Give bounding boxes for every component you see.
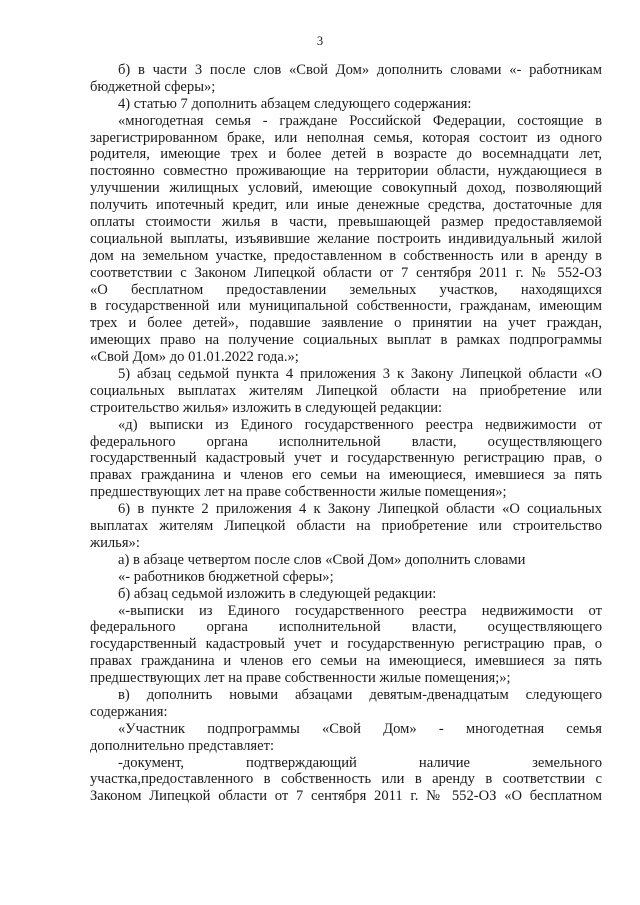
text-line: «О бесплатном предоставлении земельных участков, находящихся <box>90 281 602 298</box>
text-line: социальной выплаты, изъявившие желание построить индивидуальный жилой <box>90 230 602 247</box>
text-line: б) в части 3 после слов «Свой Дом» дополнить словами «- работникам <box>118 62 602 78</box>
text-line: предшествующих лет на праве собственности жилые помещения;»; <box>90 670 511 687</box>
text-line: предшествующих лет на праве собственности жилые помещения»; <box>90 484 507 501</box>
page-number: 3 <box>316 34 324 48</box>
text-line: участка,предоставленного в собственность или в аренду в соответствии с <box>90 771 602 788</box>
text-line: «многодетная семья - граждане Российской Федерации, состоящие в <box>118 112 602 129</box>
text-line: 5) абзац седьмой пункта 4 приложения 3 к Закону Липецкой области «О <box>118 366 602 383</box>
text-line: в государственной или муниципальной собственности, гражданам, имеющим <box>90 298 602 315</box>
text-line: бюджетной сферы»; <box>90 78 216 95</box>
text-line: федерального органа исполнительной власти, осуществляющего <box>90 433 602 450</box>
document-body <box>90 62 602 805</box>
text-line: постоянно совместно проживающие на территории области, нуждающиеся в <box>90 163 602 180</box>
text-line: выплатах жителям Липецкой области на приобретение или строительство <box>90 518 602 535</box>
text-line: имеющих право на получение социальных выплат в рамках подпрограммы <box>90 332 602 349</box>
text-line: социальных выплатах жителям Липецкой области на приобретение или <box>90 382 602 399</box>
text-line: дом на земельном участке, предоставленном в собственность или в аренду в <box>90 247 602 264</box>
text-line: соответствии с Законом Липецкой области от 7 сентября 2011 г. № 552-ОЗ <box>90 264 602 281</box>
text-line: а) в абзаце четвертом после слов «Свой Дом» дополнить словами <box>118 551 526 568</box>
text-line: государственный кадастровый учет и государственную регистрацию прав, о <box>90 636 602 653</box>
text-line: жилья»: <box>90 534 140 551</box>
text-line: родителя, имеющие трех и более детей в возрасте до восемнадцати лет, <box>90 146 602 163</box>
text-line: 6) в пункте 2 приложения 4 к Закону Липецкой области «О социальных <box>118 501 602 518</box>
text-line: -документ, подтверждающий наличие земельного <box>118 754 602 771</box>
text-line: 4) статью 7 дополнить абзацем следующего содержания: <box>118 95 472 112</box>
text-line: оплаты стоимости жилья в части, превышающей размер предоставляемой <box>90 214 602 231</box>
text-line: «-выписки из Единого государственного реестра недвижимости от <box>118 602 602 619</box>
text-line: строительство жилья» изложить в следующей редакции: <box>90 399 443 416</box>
text-line: дополнительно представляет: <box>90 737 275 754</box>
text-line: государственный кадастровый учет и государственную регистрацию прав, о <box>90 450 602 467</box>
text-line: улучшении жилищных условий, имеющие совокупный доход, позволяющий <box>90 180 602 197</box>
text-line: правах гражданина и членов его семьи на имеющиеся, имевшиеся за пять <box>90 467 602 484</box>
text-line: «д) выписки из Единого государственного реестра недвижимости от <box>118 416 602 433</box>
text-line: Законом Липецкой области от 7 сентября 2011 г. № 552-ОЗ «О бесплатном <box>90 788 602 805</box>
text-line: правах гражданина и членов его семьи на имеющиеся, имевшиеся за пять <box>90 653 602 670</box>
text-line: трех и более детей», подавшие заявление о принятии на учет граждан, <box>90 315 602 332</box>
text-line: б) абзац седьмой изложить в следующей редакции: <box>118 585 437 602</box>
text-line: «Свой Дом» до 01.01.2022 года.»; <box>90 349 299 366</box>
text-line: получить ипотечный кредит, или иные денежные средства, достаточные для <box>90 197 602 214</box>
text-line: в) дополнить новыми абзацами девятым-двенадцатым следующего <box>118 686 602 703</box>
text-line: «Участник подпрограммы «Свой Дом» - многодетная семья <box>118 720 602 737</box>
text-line: «- работников бюджетной сферы»; <box>118 568 334 585</box>
text-line: зарегистрированном браке, или неполная семья, которая состоит из одного <box>90 129 602 146</box>
text-line: содержания: <box>90 703 168 720</box>
text-line: федерального органа исполнительной власти, осуществляющего <box>90 619 602 636</box>
